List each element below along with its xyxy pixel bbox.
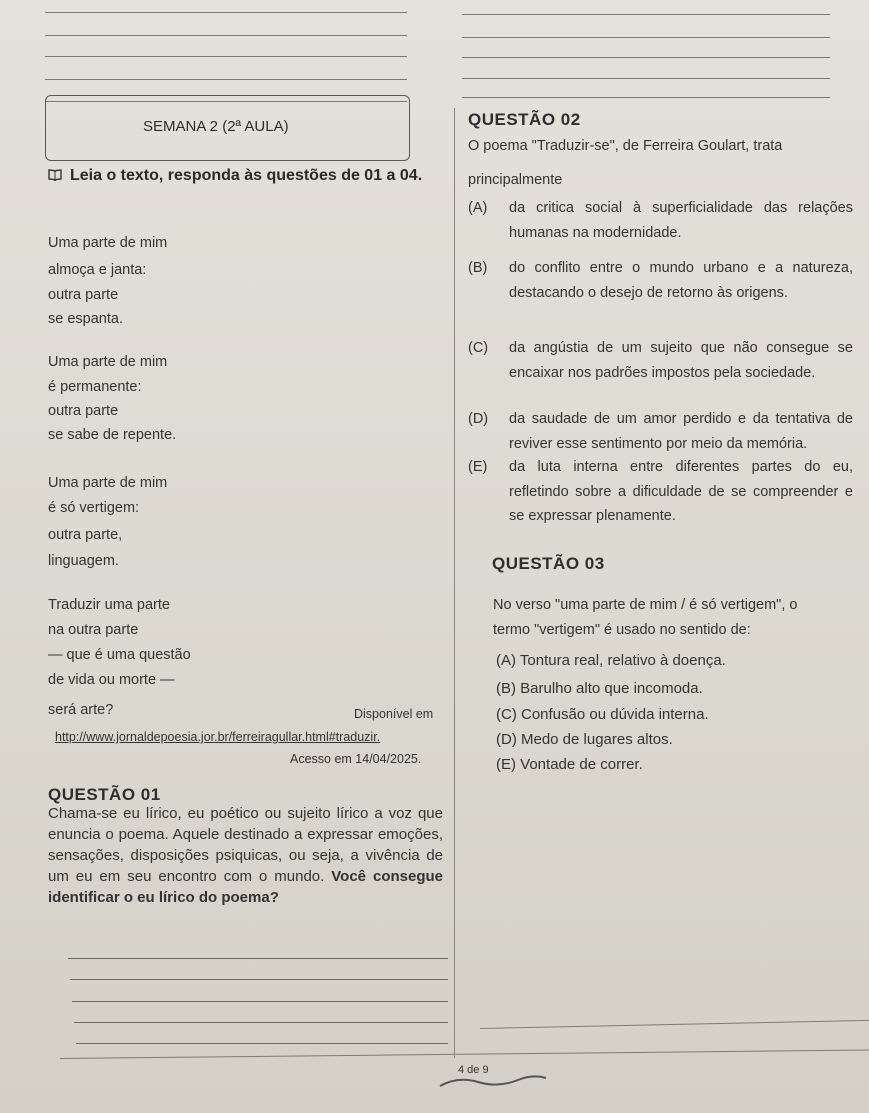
page-number: 4 de 9: [458, 1064, 489, 1076]
footer-rule: [60, 1050, 869, 1059]
q2-option-e[interactable]: [468, 455, 853, 529]
source-available: Disponível em: [354, 707, 434, 721]
poem-line: é só vertigem:: [48, 500, 140, 516]
column-divider: [454, 108, 455, 1058]
option-letter: (B): [468, 260, 488, 276]
poem-line: se espanta.: [48, 311, 123, 327]
q3-stem-line2: termo "vertigem" é usado no sentido de:: [493, 622, 751, 638]
poem-line: outra parte: [48, 403, 119, 419]
footer-rule: [480, 1020, 869, 1029]
week-label: SEMANA 2 (2ª AULA): [143, 118, 289, 135]
q1-question: Você consegue identificar o eu lírico do poema?: [48, 868, 443, 906]
poem-line: — que é uma questão: [48, 647, 191, 663]
answer-line[interactable]: [68, 958, 448, 959]
q1-body: Chama-se eu lírico, eu poético ou sujeito lírico a voz que enuncia o poema. Aquele destinado a expressar emoções, sensações, disposições psiquicas, ou seja, a vivência de um eu em seu encontro com o mundo.: [48, 805, 443, 885]
option-text: da critica social à superficialidade das relações humanas na modernidade.: [509, 200, 853, 241]
answer-line: [462, 97, 830, 98]
option-letter: (D): [468, 411, 489, 427]
answer-line[interactable]: [70, 979, 448, 980]
option-letter: (E): [468, 459, 488, 475]
poem-line: Uma parte de mim: [48, 354, 168, 370]
q3-stem-line1: No verso "uma parte de mim / é só vertigem", o: [493, 597, 798, 613]
option-text: da angústia de um sujeito que não consegue se encaixar nos padrões impostos pela sociedade.: [509, 340, 853, 381]
poem-line: Uma parte de mim: [48, 475, 168, 491]
source-access: Acesso em 14/04/2025.: [290, 752, 422, 766]
q2-option-d[interactable]: [468, 407, 853, 456]
poem-line: almoça e janta:: [48, 262, 147, 278]
poem-line: Uma parte de mim: [48, 235, 168, 251]
page-curl-icon: [438, 1070, 548, 1090]
q3-title: QUESTÃO 03: [492, 554, 605, 573]
q2-stem-line2: principalmente: [468, 172, 563, 188]
q2-option-a[interactable]: [468, 196, 853, 245]
instruction: [48, 162, 428, 190]
option-letter: (C): [468, 340, 489, 356]
q1-title: QUESTÃO 01: [48, 785, 161, 804]
q3-option-b[interactable]: (B) Barulho alto que incomoda.: [496, 680, 703, 697]
poem-line: será arte?: [48, 702, 114, 718]
poem-line: se sabe de repente.: [48, 427, 177, 443]
option-text: da saudade de um amor perdido e da tentativa de reviver esse sentimento por meio da memória.: [509, 411, 853, 452]
poem-line: é permanente:: [48, 379, 142, 395]
q2-title: QUESTÃO 02: [468, 110, 581, 129]
q3-option-a[interactable]: (A) Tontura real, relativo à doença.: [496, 652, 726, 669]
q3-option-d[interactable]: (D) Medo de lugares altos.: [496, 731, 673, 748]
answer-line: [45, 56, 407, 57]
book-icon: [48, 169, 62, 181]
option-text: do conflito entre o mundo urbano e a natureza, destacando o desejo de retorno às origens.: [509, 260, 853, 301]
poem-line: na outra parte: [48, 622, 139, 638]
answer-line: [462, 37, 830, 38]
instruction-text: Leia o texto, responda às questões de 01 a 04.: [70, 167, 423, 184]
option-text: da luta interna entre diferentes partes do eu, refletindo sobre a dificuldade de se compreender e se expressar plenamente.: [509, 459, 853, 524]
poem-line: linguagem.: [48, 553, 119, 569]
poem-line: Traduzir uma parte: [48, 597, 170, 613]
answer-line: [462, 14, 830, 15]
q2-option-b[interactable]: [468, 256, 853, 305]
poem-line: outra parte: [48, 287, 119, 303]
answer-line[interactable]: [72, 1001, 448, 1002]
answer-line: [462, 78, 830, 79]
source-url[interactable]: http://www.jornaldepoesia.jor.br/ferreiragullar.html#traduzir.: [55, 730, 381, 744]
option-letter: (A): [468, 200, 488, 216]
q3-option-e[interactable]: (E) Vontade de correr.: [496, 756, 643, 773]
q2-option-c[interactable]: [468, 336, 853, 385]
q3-option-c[interactable]: (C) Confusão ou dúvida interna.: [496, 706, 709, 723]
answer-line[interactable]: [76, 1043, 448, 1044]
q2-stem-line1: O poema "Traduzir-se", de Ferreira Goulart, trata: [468, 138, 783, 154]
answer-line: [45, 12, 407, 13]
poem-line: de vida ou morte —: [48, 672, 175, 688]
answer-line[interactable]: [74, 1022, 448, 1023]
poem-line: outra parte,: [48, 527, 123, 543]
answer-line: [45, 35, 407, 36]
answer-line: [462, 57, 830, 58]
answer-line: [45, 79, 407, 80]
q1-text: [48, 803, 443, 908]
